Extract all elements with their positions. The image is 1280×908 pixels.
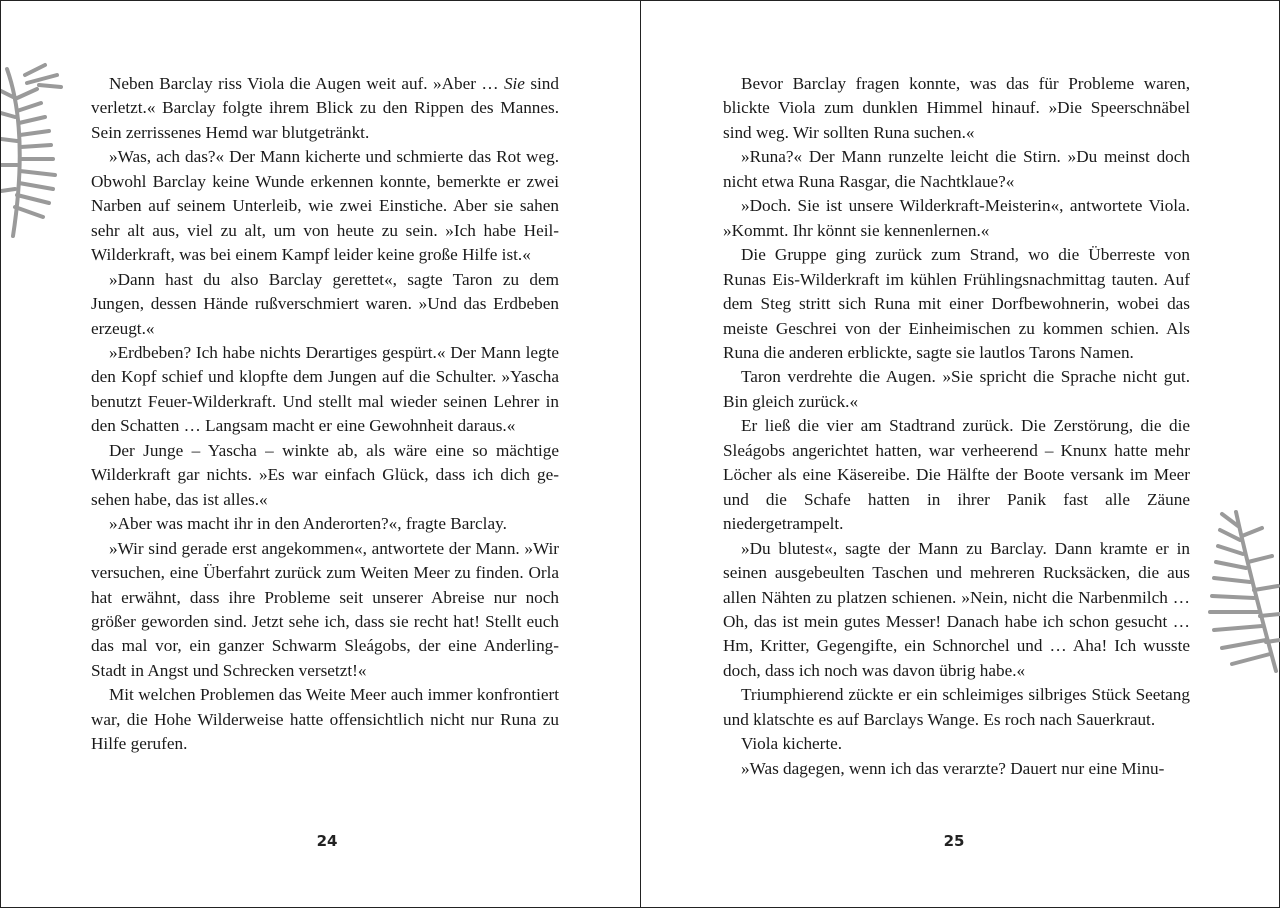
paragraph: Bevor Barclay fragen konnte, was das für Probleme waren, blickte Viola zum dunklen Himmel hinauf. »Die Speerschnäbel sind weg. Wir sollten Runa suchen.« <box>723 74 1190 142</box>
page-number: 24 <box>316 832 338 850</box>
paragraph: »Was dagegen, wenn ich das verarzte? Dauert nur eine Minu- <box>741 758 1165 778</box>
paragraph: »Runa?« Der Mann runzelte leicht die Stirn. »Du meinst doch nicht etwa Runa Rasgar, die Nachtklaue?« <box>723 147 1190 191</box>
paragraph: »Dann hast du also Barclay gerettet«, sagte Taron zu dem Jungen, dessen Hände rußverschmiert waren. »Und das Erdbeben erzeugt.« <box>91 269 559 338</box>
paragraph: Der Junge – Yascha – winkte ab, als wäre eine so mächtige Wilderkraft gar nichts. »Es war einfach Glück, dass ich dich gesehen habe, das ist alles.« <box>91 440 559 509</box>
page-number: 25 <box>943 832 965 850</box>
paragraph: Er ließ die vier am Stadtrand zurück. Die Zerstörung, die die Sleágobs angerichtet hatten, war verheerend – Knunx hatte mehr Löcher als eine Käsereibe. Die Hälfte der Boote versank im Meer und die Schafe hatten in ihrer Panik fast alle Zäune niedergetrampelt. <box>723 416 1190 534</box>
paragraph: »Du blutest«, sagte der Mann zu Barclay. Dann kramte er in seinen ausgebeulten Taschen und mehreren Rucksäcken, die aus allen Nähten zu platzen schienen. »Nein, nicht die Narbenmilch … Oh, das ist mein gutes Messer! Danach habe ich schon gesucht … Hm, Kritter, Gegengifte, ein Schnorchel und … Aha! Ich wusste doch, dass ich noch was davon übrig habe.« <box>723 538 1190 680</box>
fern-sprig-icon <box>1206 506 1280 676</box>
paragraph: »Wir sind gerade erst angekommen«, antwortete der Mann. »Wir versuchen, eine Überfahrt zurück zum Weiten Meer zu finden. Orla hat erwähnt, dass ihre Probleme seit unserer Abreise nur noch größer geworden sind. Jetzt sehe ich, dass sie recht hat! Stellt euch das mal vor, ein ganzer Schwarm Sleágobs, der eine Anderling-Stadt in Angst und Schrecken versetzt!« <box>91 538 559 680</box>
fern-sprig-icon <box>1 61 75 246</box>
paragraph: »Aber was macht ihr in den Anderorten?«, fragte Barclay. <box>109 514 507 534</box>
paragraph: »Was, ach das?« Der Mann kicherte und schmierte das Rot weg. Obwohl Barclay keine Wunde erkennen konnte, bemerkte er zwei Narben auf seinem Unterleib, wie zwei Einstiche. Aber sie sahen sehr alt aus, viel zu alt, um von heute zu sein. »Ich habe Heil-Wilderkraft, was bei einem Kampf leider keine große Hilfe ist.« <box>91 147 559 265</box>
paragraph: »Erdbeben? Ich habe nichts Derartiges gespürt.« Der Mann legte den Kopf schief und klopfte dem Jungen auf die Schulter. »Yascha benutzt Feuer-Wilderkraft. Und stellt mal wieder seinen Lehrer in den Schatten … Langsam macht er eine Gewohnheit daraus.« <box>91 342 559 436</box>
paragraph: Triumphierend zückte er ein schleimiges silbriges Stück Seetang und klatschte es auf Barclays Wange. Es roch nach Sauerkraut. <box>723 685 1190 729</box>
right-page <box>641 1 1280 907</box>
left-page <box>1 1 641 907</box>
paragraph: Taron verdrehte die Augen. »Sie spricht die Sprache nicht gut. Bin gleich zurück.« <box>723 367 1190 411</box>
paragraph: Neben Barclay riss Viola die Augen weit auf. »Aber … Sie sind verletzt.« Barclay folgte ihrem Blick zu den Rippen des Mannes. Sein zerrissenes Hemd war blutgetränkt. <box>91 74 559 142</box>
paragraph: Mit welchen Problemen das Weite Meer auch immer konfrontiert war, die Hohe Wilderweise hatte offensichtlich nicht nur Runa zu Hilfe gerufen. <box>91 685 559 754</box>
paragraph: Die Gruppe ging zurück zum Strand, wo die Überreste von Runas Eis-Wilderkraft im kühlen Frühlingsnachmittag tauten. Auf dem Steg stritt sich Runa mit einer Dorfbewohnerin, wobei das meiste Geschrei von der Einheimischen zu kommen schien. Als Runa die anderen erblickte, sagte sie lautlos Tarons Namen. <box>723 245 1190 362</box>
right-page-text <box>723 72 1190 781</box>
paragraph: »Doch. Sie ist unsere Wilderkraft-Meisterin«, antwortete Viola. »Kommt. Ihr könnt sie kennenlernen.« <box>723 196 1190 240</box>
paragraph: Viola kicherte. <box>741 734 843 754</box>
left-page-text <box>91 72 559 757</box>
emphasis: Sie <box>503 74 525 93</box>
